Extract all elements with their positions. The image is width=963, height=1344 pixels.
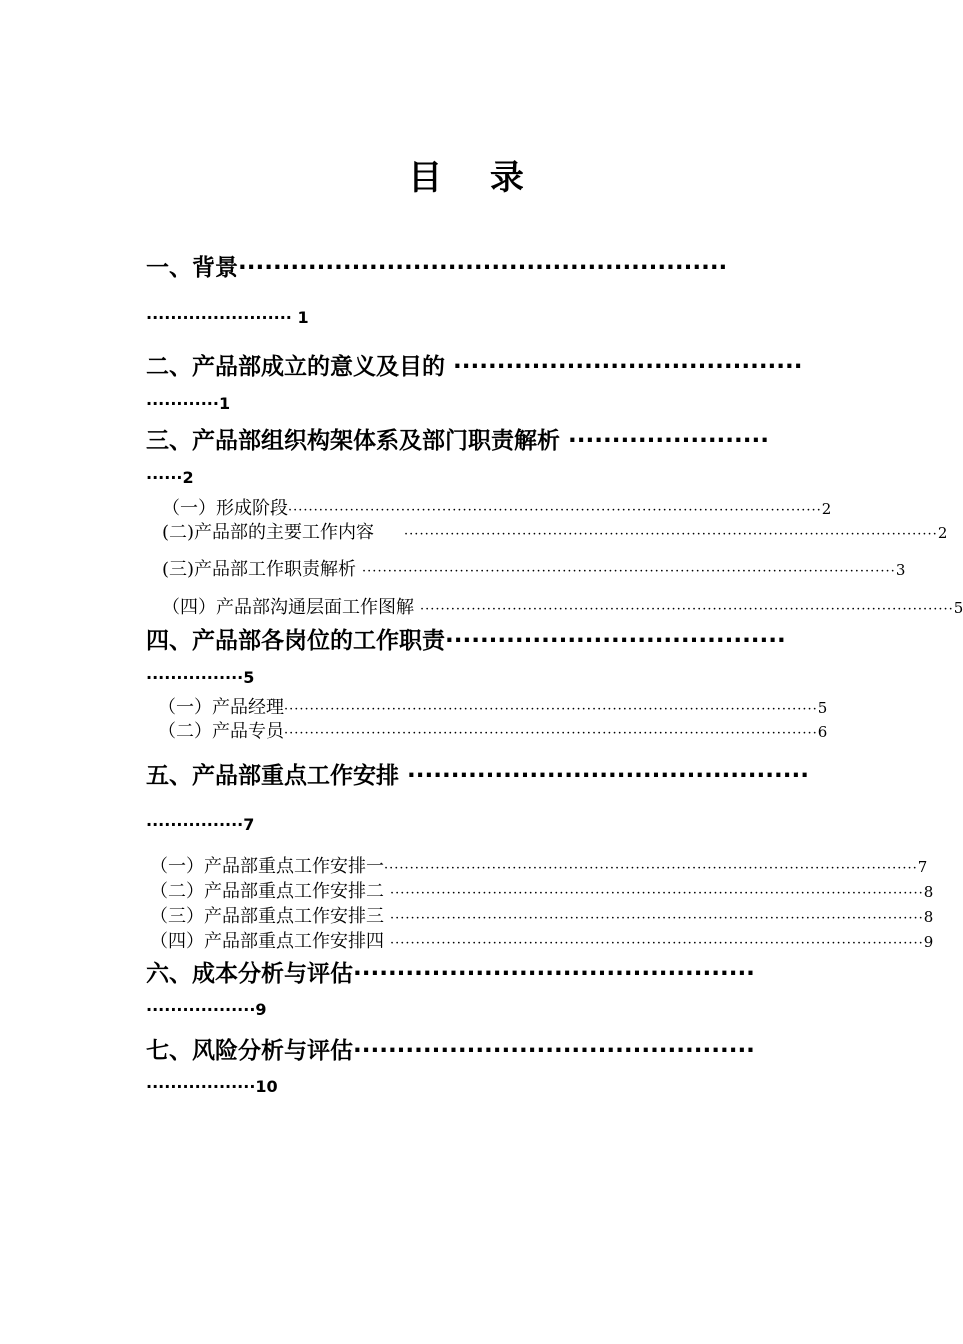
toc-page-number: 8 <box>923 908 934 926</box>
toc-entry-5-2[interactable] <box>150 877 934 902</box>
toc-page-number: 3 <box>895 561 906 579</box>
toc-entry-7-cont <box>146 1077 806 1096</box>
leader-dots: ······················· <box>568 428 769 454</box>
leader-dots: ········································ <box>453 354 803 380</box>
toc-entry-6-cont <box>146 1000 806 1019</box>
toc-page-number: 5 <box>953 599 963 617</box>
toc-entry-text: 五、产品部重点工作安排 <box>146 763 399 789</box>
toc-entry-text: （一）产品部重点工作安排一 <box>150 856 384 877</box>
toc-entry-5-cont <box>146 815 806 834</box>
toc-entry-2[interactable] <box>146 354 806 380</box>
toc-entry-5[interactable] <box>146 763 809 789</box>
toc-entry-1[interactable] <box>146 255 806 281</box>
toc-entry-3-2[interactable] <box>162 518 948 543</box>
toc-page-number: 1 <box>218 394 231 413</box>
toc-entry-4[interactable] <box>146 628 806 654</box>
toc-entry-7[interactable] <box>146 1038 806 1064</box>
leader-dots: ·················· <box>146 1077 256 1096</box>
leader-dots: ················ <box>146 668 244 687</box>
leader-dots: ········································································································ <box>390 886 924 901</box>
toc-entry-6[interactable] <box>146 961 806 987</box>
page-title: 目 录 <box>408 158 542 198</box>
leader-dots: ······································· <box>445 628 786 654</box>
toc-entry-text: 一、背景 <box>146 255 238 281</box>
toc-page-number: 8 <box>923 883 934 901</box>
leader-dots: ········································································································ <box>390 936 924 951</box>
leader-dots: ········································································································ <box>284 702 818 717</box>
leader-dots: ························ <box>146 308 292 327</box>
leader-dots: ········································································································ <box>362 564 896 579</box>
toc-entry-1-cont <box>146 308 806 327</box>
toc-entry-5-1[interactable] <box>150 852 928 877</box>
toc-entry-text: （二）产品专员 <box>158 721 284 742</box>
toc-page-number: 7 <box>917 858 928 876</box>
leader-dots: ·············································· <box>353 961 755 987</box>
leader-dots: ········································································································ <box>284 726 818 741</box>
toc-page-number: 10 <box>255 1077 278 1096</box>
toc-entry-text: （四）产品部沟通层面工作图解 <box>162 597 414 618</box>
toc-page-number: 9 <box>255 1000 267 1019</box>
leader-dots: ········································································································ <box>420 602 954 617</box>
leader-dots: ········································································································ <box>288 503 822 518</box>
toc-entry-text: （二）产品部重点工作安排二 <box>150 881 384 902</box>
leader-dots: ·············································· <box>353 1038 755 1064</box>
toc-entry-5-4[interactable] <box>150 927 934 952</box>
toc-entry-3-1[interactable] <box>162 494 832 519</box>
toc-page-number: 1 <box>297 308 309 327</box>
toc-page-number: 2 <box>937 524 948 542</box>
leader-dots: ················ <box>146 815 244 834</box>
toc-entry-text: （四）产品部重点工作安排四 <box>150 931 384 952</box>
toc-page-number: 7 <box>243 815 255 834</box>
leader-dots: ························································ <box>238 255 728 281</box>
leader-dots: ······ <box>146 468 183 487</box>
toc-page-number: 5 <box>243 668 255 687</box>
toc-entry-3[interactable] <box>146 428 806 454</box>
toc-page-number: 2 <box>182 468 194 487</box>
leader-dots: ········································································································ <box>390 911 924 926</box>
toc-page-number: 5 <box>817 699 828 717</box>
toc-entry-text: 四、产品部各岗位的工作职责 <box>146 628 445 654</box>
toc-entry-3-3[interactable] <box>162 555 906 580</box>
toc-entry-text: 二、产品部成立的意义及目的 <box>146 354 445 380</box>
toc-entry-4-2[interactable] <box>158 717 828 742</box>
leader-dots: ·················· <box>146 1000 256 1019</box>
toc-entry-text: （一）形成阶段 <box>162 498 288 519</box>
leader-dots: ·············································· <box>407 763 809 789</box>
toc-entry-text: (二)产品部的主要工作内容 <box>162 522 375 543</box>
toc-entry-4-cont <box>146 668 806 687</box>
toc-entry-text: 三、产品部组织构架体系及部门职责解析 <box>146 428 560 454</box>
leader-dots: ············ <box>146 394 219 413</box>
toc-entry-text: 六、成本分析与评估 <box>146 961 353 987</box>
toc-page-number: 6 <box>817 723 828 741</box>
toc-entry-3-4[interactable] <box>162 593 963 618</box>
toc-entry-2-cont <box>146 394 806 413</box>
toc-entry-4-1[interactable] <box>158 693 828 718</box>
toc-page-number: 2 <box>821 500 832 518</box>
leader-dots: ········································································································ <box>404 527 938 542</box>
leader-dots: ········································································································ <box>384 861 918 876</box>
toc-page-number: 9 <box>923 933 934 951</box>
toc-entry-text: (三)产品部工作职责解析 <box>162 559 357 580</box>
toc-entry-text: （一）产品经理 <box>158 697 284 718</box>
toc-entry-5-3[interactable] <box>150 902 934 927</box>
toc-entry-text: （三）产品部重点工作安排三 <box>150 906 384 927</box>
toc-entry-text: 七、风险分析与评估 <box>146 1038 353 1064</box>
toc-entry-3-cont <box>146 468 806 487</box>
